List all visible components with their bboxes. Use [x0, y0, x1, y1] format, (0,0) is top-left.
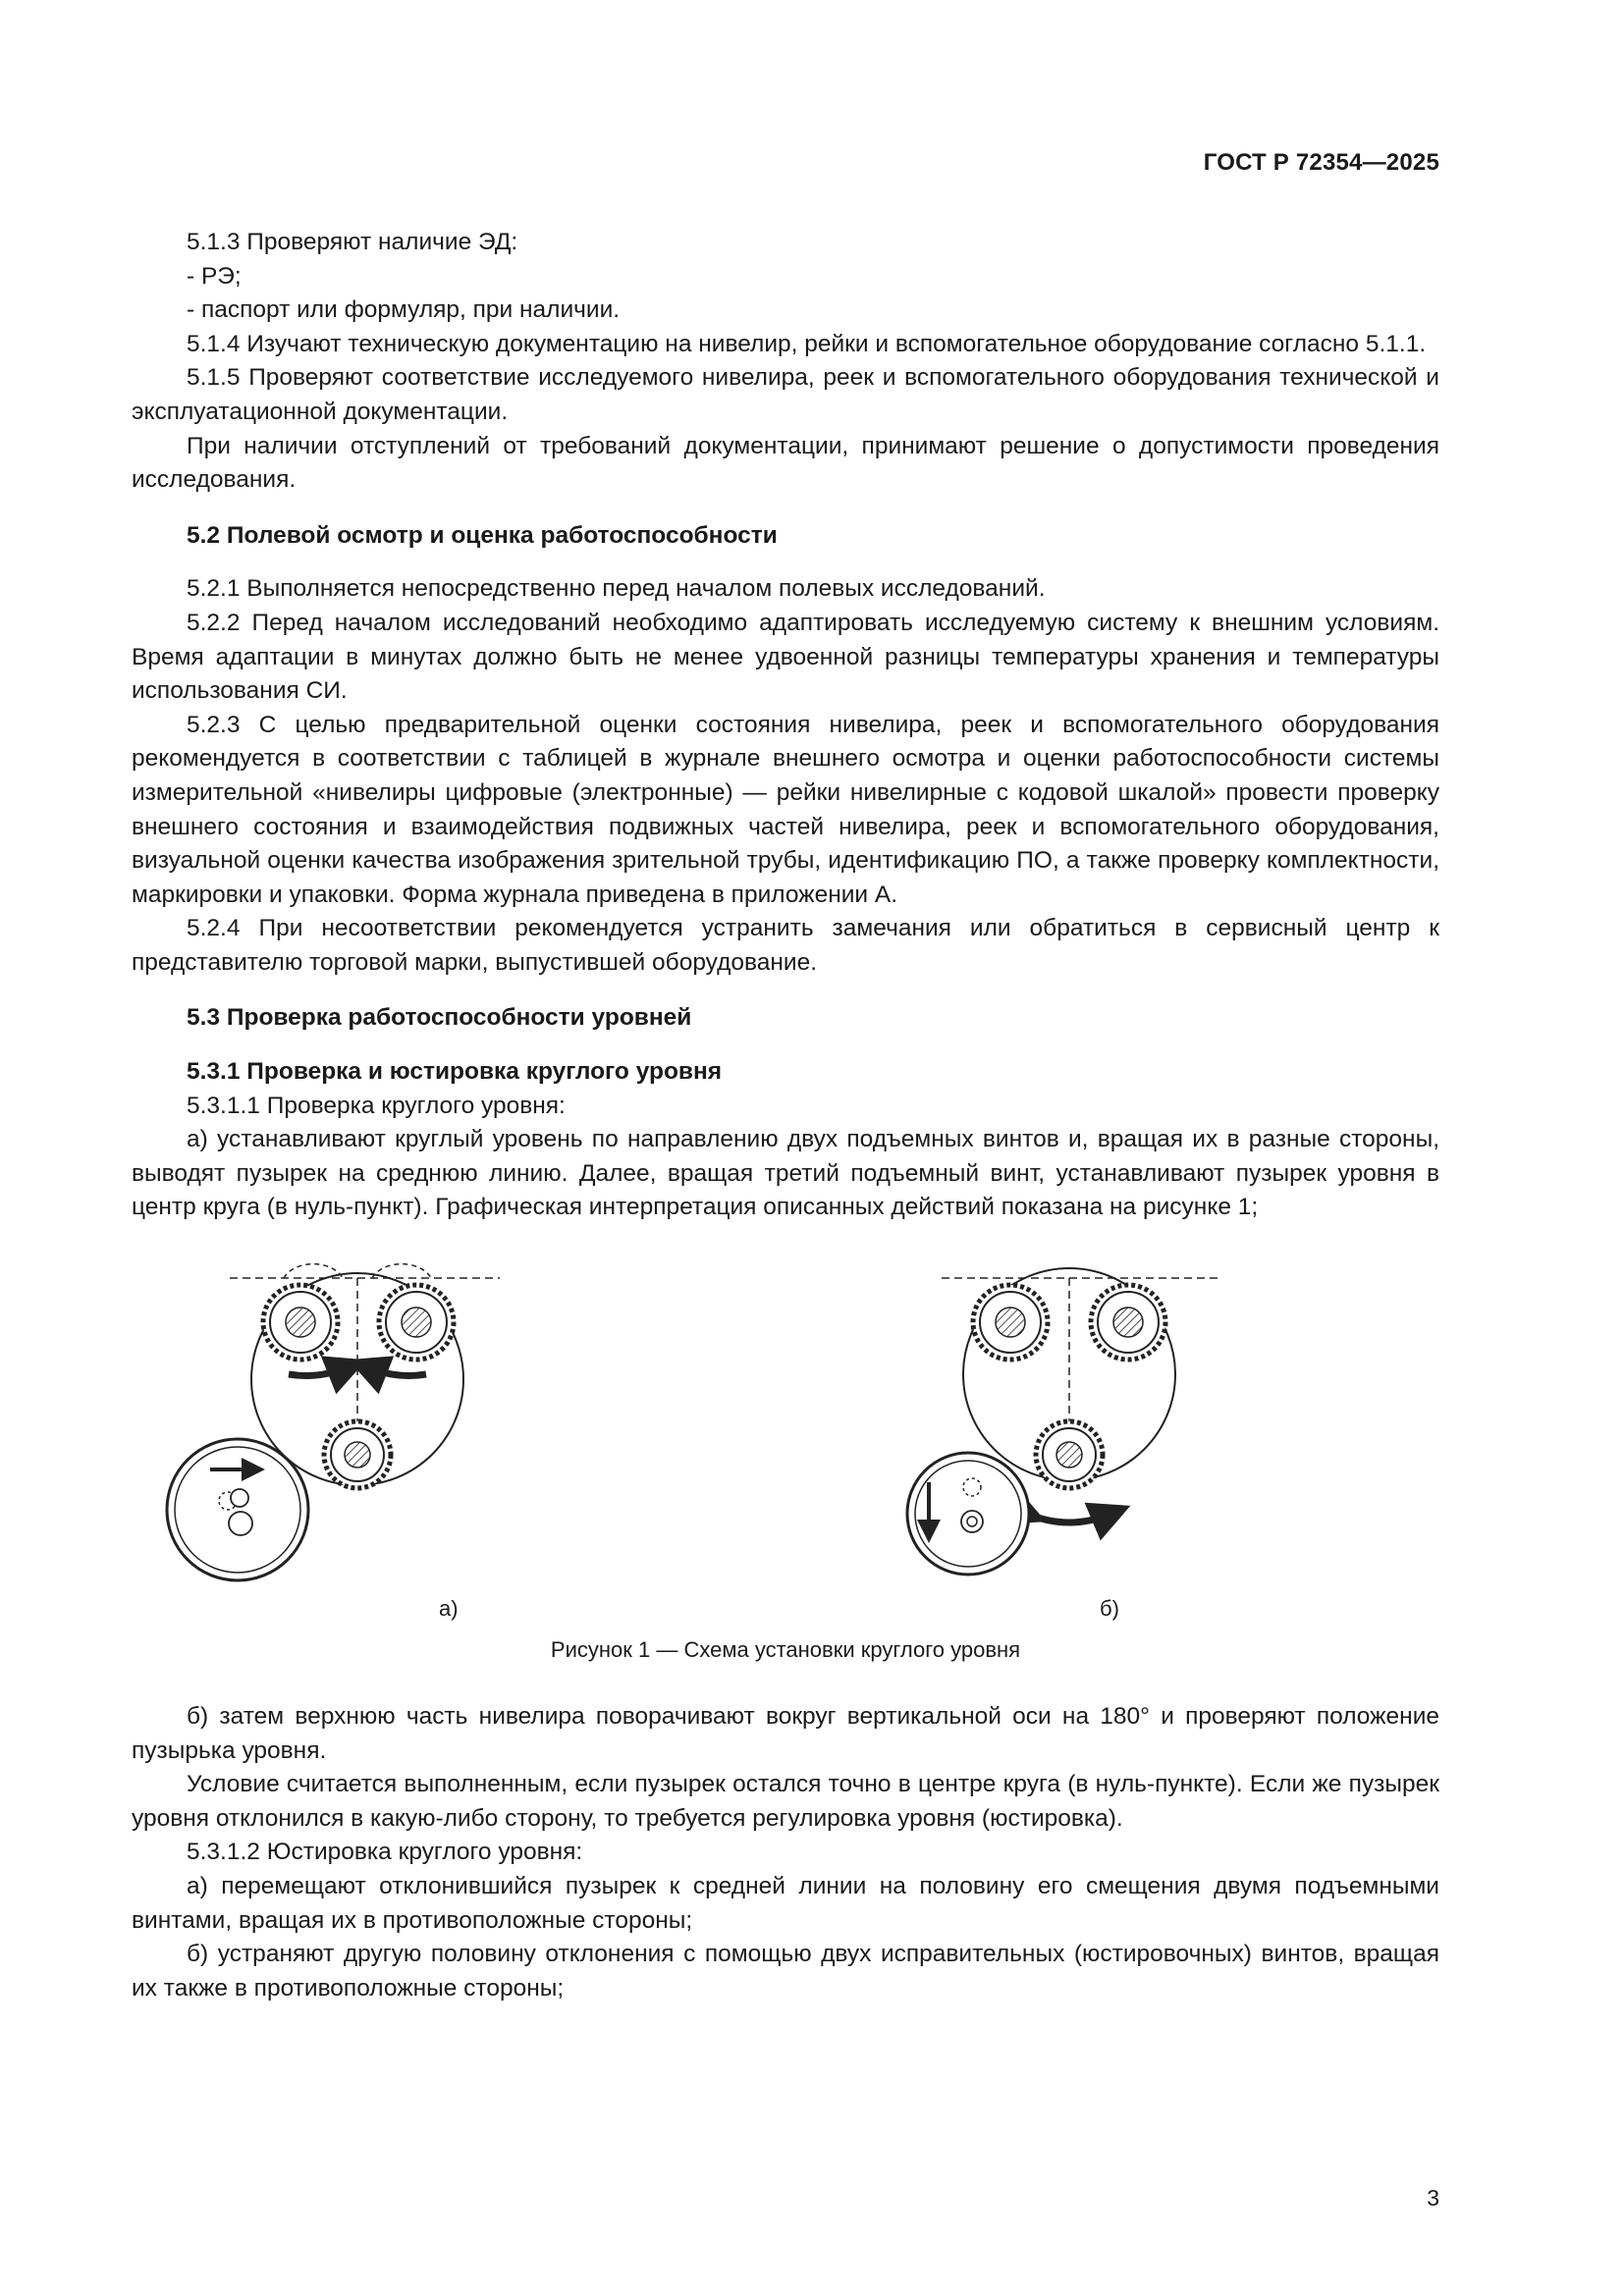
page-number: 3: [1427, 2185, 1439, 2211]
circular-level-vial: [907, 1453, 1029, 1575]
paragraph: Условие считается выполненным, если пузырек остался точно в центре круга (в нуль-пункте). Если же пузырек уровня отклонился в какую-либо сторону, то требуется регулировка уровня (юстировка).: [132, 1771, 1439, 1832]
paragraph: При наличии отступлений от требований документации, принимают решение о допустимости проведения исследования.: [132, 432, 1439, 494]
paragraph: 5.2.2 Перед началом исследований необходимо адаптировать исследуемую систему к внешним условиям. Время адаптации в минутах должно быть не менее удвоенной разницы температуры хранения и температуры использования СИ.: [132, 609, 1439, 705]
paragraph: б) затем верхнюю часть нивелира поворачивают вокруг вертикальной оси на 180° и проверяют положение пузырька уровня.: [132, 1703, 1439, 1764]
section-heading: 5.2 Полевой осмотр и оценка работоспособности: [187, 521, 778, 549]
paragraph: а) устанавливают круглый уровень по направлению двух подъемных винтов и, вращая их в разные стороны, выводят пузырек на среднюю линию. Далее, вращая третий подъемный винт, устанавливают пузырек уровня в центр круга (в нуль-пункт). Графическая интерпретация описанных действий показана на рисунке 1;: [132, 1126, 1439, 1221]
paragraph: 5.3.1.1 Проверка круглого уровня:: [187, 1092, 566, 1119]
paragraph: 5.1.5 Проверяют соответствие исследуемого нивелира, реек и вспомогательного оборудования технической и эксплуатационной документации.: [132, 364, 1439, 425]
paragraph: 5.1.3 Проверяют наличие ЭД:: [187, 229, 518, 255]
figure-1: [132, 1237, 1439, 1681]
circular-level-vial: [167, 1439, 308, 1580]
figure-label-b: б): [1100, 1596, 1119, 1622]
foot-screw-right: [379, 1285, 454, 1360]
paragraph: 5.1.4 Изучают техническую документацию на нивелир, рейки и вспомогательное оборудование согласно 5.1.1.: [187, 330, 1427, 357]
list-item: - паспорт или формуляр, при наличии.: [187, 296, 621, 324]
foot-screw-right: [1091, 1285, 1165, 1360]
section-heading: 5.3 Проверка работоспособности уровней: [187, 1004, 692, 1032]
diagram-b: [907, 1268, 1221, 1575]
subsection-heading: 5.3.1 Проверка и юстировка круглого уровня: [187, 1058, 723, 1086]
figure-label-a: а): [439, 1596, 459, 1622]
paragraph: б) устраняют другую половину отклонения с помощью двух исправительных (юстировочных) винтов, вращая их также в противоположные стороны;: [132, 1941, 1439, 2002]
paragraph: а) перемещают отклонившийся пузырек к средней линии на половину его смещения двумя подъемными винтами, вращая их в противоположные стороны;: [132, 1873, 1439, 1934]
list-item: - РЭ;: [187, 262, 242, 290]
foot-screw-left: [263, 1285, 338, 1360]
paragraph: 5.2.3 С целью предварительной оценки состояния нивелира, реек и вспомогательного оборудования рекомендуется в соответствии с таблицей в журнале внешнего осмотра и оценки работоспособности системы измерительной «нивелиры цифровые (электронные) — рейки нивелирные с кодовой шкалой» провести проверку внешнего состояния и взаимодействия подвижных частей нивелира, реек и вспомогательного оборудования, визуальной оценки качества изображения зрительной трубы, идентификацию ПО, а также проверку комплектности, маркировки и упаковки. Форма журнала приведена в приложении А.: [132, 711, 1439, 908]
diagram-a: [167, 1264, 500, 1580]
page-content: [132, 226, 1439, 2005]
figure-caption: Рисунок 1 — Схема установки круглого уровня: [550, 1637, 1021, 1663]
foot-screw-bottom: [1036, 1421, 1103, 1488]
foot-screw-left: [973, 1285, 1048, 1360]
foot-screw-bottom: [324, 1421, 391, 1488]
rotation-arrow-double: [1027, 1514, 1111, 1522]
paragraph: 5.2.1 Выполняется непосредственно перед началом полевых исследований.: [187, 575, 1046, 603]
document-header: ГОСТ Р 72354—2025: [1203, 149, 1439, 176]
paragraph: 5.2.4 При несоответствии рекомендуется устранить замечания или обратиться в сервисный центр к представителю торговой марки, выпустившей оборудование.: [132, 915, 1439, 976]
level-setup-diagram: [132, 1237, 1439, 1629]
paragraph: 5.3.1.2 Юстировка круглого уровня:: [187, 1839, 583, 1866]
